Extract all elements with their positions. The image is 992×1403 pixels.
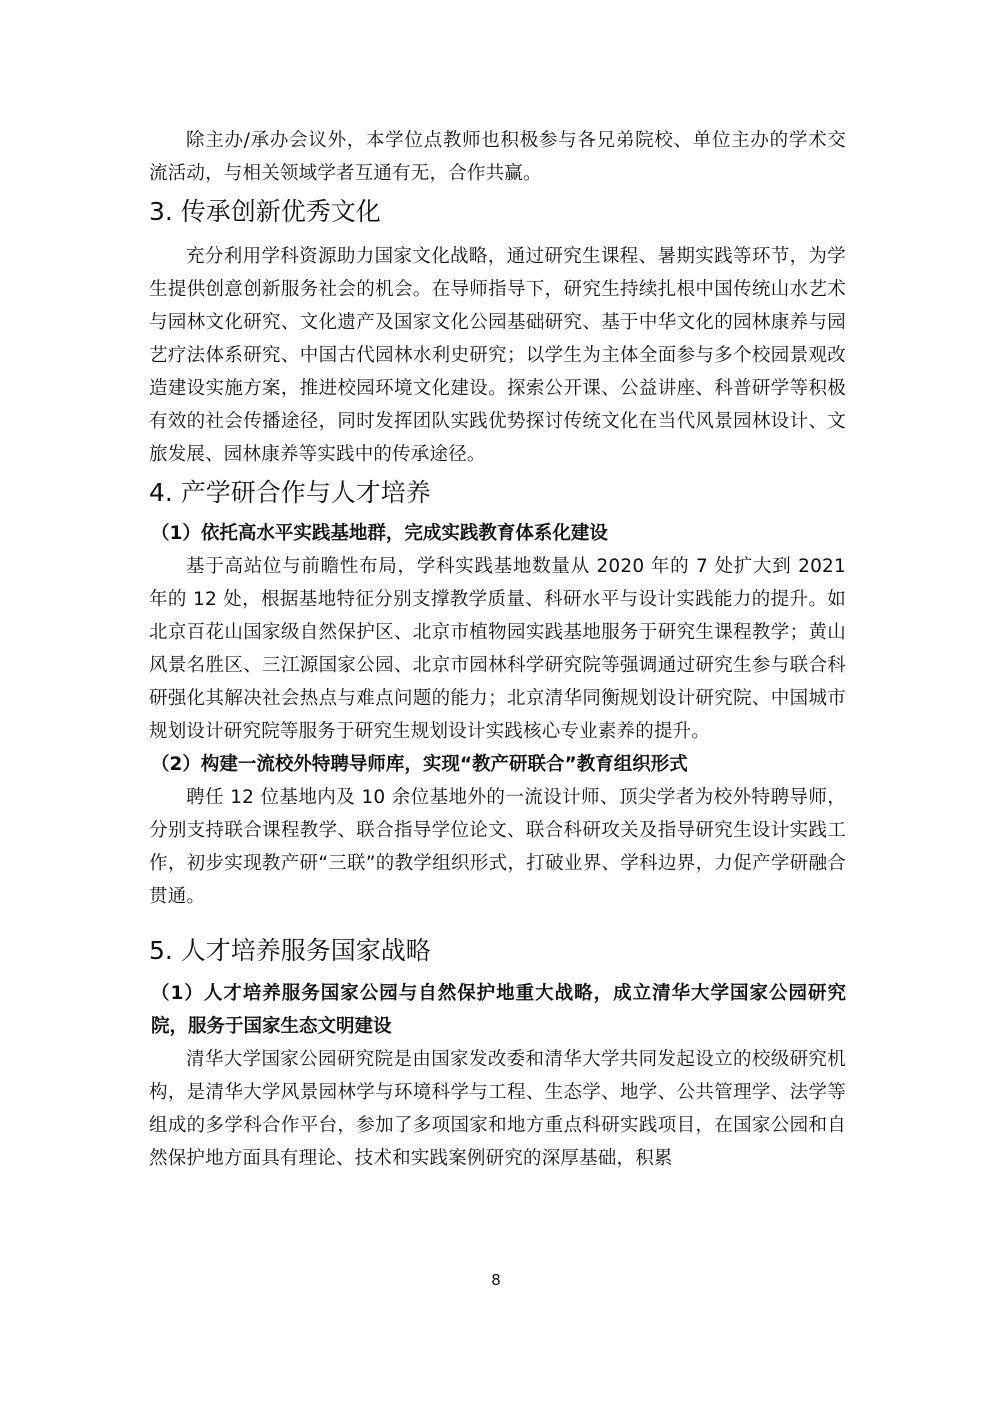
paragraph-academic-exchange: 除主办/承办会议外，本学位点教师也积极参与各兄弟院校、单位主办的学术交流活动，与相关领域学者互通有无，合作共赢。: [149, 130, 846, 184]
paragraph-national-park-institute: 清华大学国家公园研究院是由国家发改委和清华大学共同发起设立的校级研究机构，是清华大学风景园林学与环境科学与工程、生态学、地学、公共管理学、法学等组成的多学科合作平台，参加了多项国家和地方重点科研实践项目，在国家公园和自然保护地方面具有理论、技术和实践案例研究的深厚基础，积累: [149, 1049, 846, 1169]
paragraph-culture-strategy: 充分利用学科资源助力国家文化战略，通过研究生课程、暑期实践等环节，为学生提供创意创新服务社会的机会。在导师指导下，研究生持续扎根中国传统山水艺术与园林文化研究、文化遗产及国家文化公园基础研究、基于中华文化的园林康养与园艺疗法体系研究、中国古代园林水利史研究；以学生为主体全面参与多个校园景观改造建设实施方案，推进校园环境文化建设。探索公开课、公益讲座、科普研学等积极有效的社会传播途径，同时发挥团队实践优势探讨传统文化在当代风景园林设计、文旅发展、园林康养等实践中的传承途径。: [149, 246, 846, 465]
heading-talent-strategy: 5. 人才培养服务国家战略: [149, 936, 431, 965]
subheading-practice-bases: （1）依托高水平实践基地群，完成实践教育体系化建设: [151, 523, 608, 544]
paragraph-external-mentors: 聘任 12 位基地内及 10 余位基地外的一流设计师、顶尖学者为校外特聘导师，分别支持联合课程教学、联合指导学位论文、联合科研攻关及指导研究生设计实践工作，初步实现教产研“三联”的教学组织形式，打破业界、学科边界，力促产学研融合贯通。: [149, 787, 846, 907]
paragraph-practice-bases: 基于高站位与前瞻性布局，学科实践基地数量从 2020 年的 7 处扩大到 2021 年的 12 处，根据基地特征分别支撑教学质量、科研水平与设计实践能力的提升。如北京百花山国家级自然保护区、北京市植物园实践基地服务于研究生课程教学；黄山风景名胜区、三江源国家公园、北京市园林科学研究院等强调通过研究生参与联合科研强化其解决社会热点与难点问题的能力；北京清华同衡规划设计研究院、中国城市规划设计研究院等服务于研究生规划设计实践核心专业素养的提升。: [149, 556, 846, 742]
page-number: 8: [491, 1271, 501, 1289]
subheading-external-mentors: （2）构建一流校外特聘导师库，实现“教产研联合”教育组织形式: [151, 754, 688, 775]
heading-inherit-culture: 3. 传承创新优秀文化: [149, 197, 381, 226]
heading-industry-cooperation: 4. 产学研合作与人才培养: [149, 478, 431, 507]
subheading-national-park-institute: （1）人才培养服务国家公园与自然保护地重大战略，成立清华大学国家公园研究院，服务于国家生态文明建设: [151, 983, 846, 1037]
